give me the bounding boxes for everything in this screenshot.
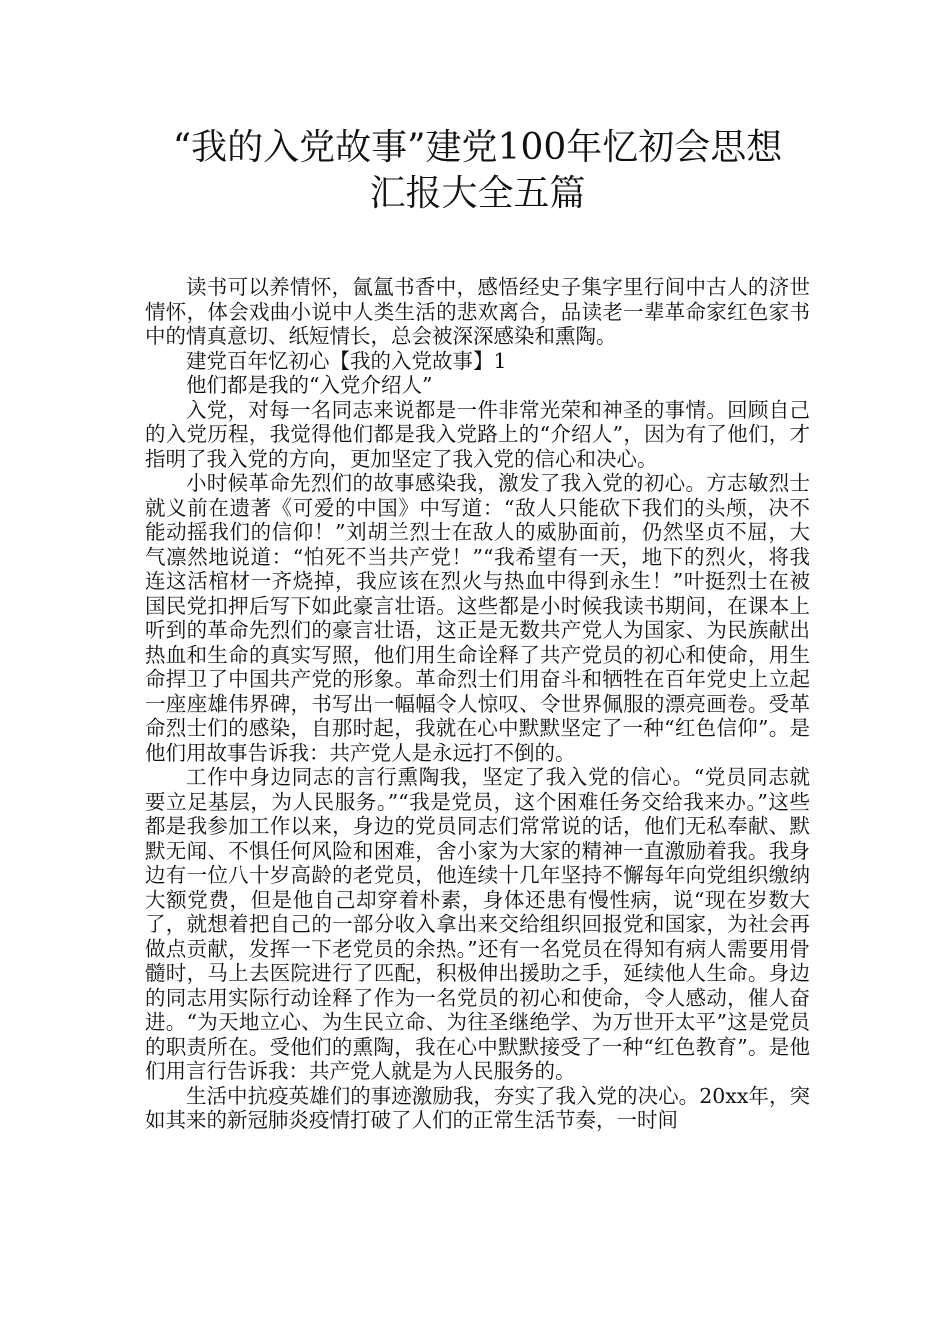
paragraph-body: 入党，对每一名同志来说都是一件非常光荣和神圣的事情。回顾自己的入党历程，我觉得他们都是我入党路上的“介绍人”，因为有了他们，才指明了我入党的方向，更加坚定了我入党的信心和决心。 [145, 397, 810, 471]
paragraph-section-heading: 建党百年忆初心【我的入党故事】1 [186, 348, 507, 373]
document-page [145, 125, 810, 1133]
paragraph-body: 小时候革命先烈们的故事感染我，激发了我入党的初心。方志敏烈士就义前在遗著《可爱的中国》中写道：“敌人只能砍下我们的头颅，决不能动摇我们的信仰！”刘胡兰烈士在敌人的威胁面前，仍然坚贞不屈，大气凛然地说道：“怕死不当共产党！”“我希望有一天，地下的烈火，将我连这活棺材一齐烧掉，我应该在烈火与热血中得到永生！”叶挺烈士在被国民党扣押后写下如此豪言壮语。这些都是小时候我读书期间，在课本上听到的革命先烈们的豪言壮语，这正是无数共产党人为国家、为民族献出热血和生命的真实写照，他们用生命诠释了共产党员的初心和使命，用生命捍卫了中国共产党的形象。革命烈士们用奋斗和牺牲在百年党史上立起一座座雄伟界碑，书写出一幅幅令人惊叹、令世界佩服的漂亮画卷。受革命烈士们的感染，自那时起，我就在心中默默坚定了一种“红色信仰”。是他们用故事告诉我：共产党人是永远打不倒的。 [145, 471, 810, 765]
title-line-1: “我的入党故事”建党100年忆初会思想 [172, 127, 783, 168]
paragraph-intro: 读书可以养情怀，氤氲书香中，感悟经史子集字里行间中古人的济世情怀，体会戏曲小说中人类生活的悲欢离合，品读老一辈革命家红色家书中的情真意切、纸短情长，总会被深深感染和熏陶。 [145, 275, 810, 348]
paragraph-body: 工作中身边同志的言行熏陶我，坚定了我入党的信心。“党员同志就要立足基层，为人民服务。”“我是党员，这个困难任务交给我来办。”这些都是我参加工作以来，身边的党员同志们常常说的话，他们无私奉献、默默无闻、不惧任何风险和困难，舍小家为大家的精神一直激励着我。我身边有一位八十岁高龄的老党员，他连续十几年坚持不懈每年向党组织缴纳大额党费，但是他自己却穿着朴素，身体还患有慢性病，说“现在岁数大了，就想着把自己的一部分收入拿出来交给组织回报党和国家，为社会再做点贡献，发挥一下老党员的余热。”还有一名党员在得知有病人需要用骨髓时，马上去医院进行了匹配，积极伸出援助之手，延续他人生命。身边的同志用实际行动诠释了作为一名党员的初心和使命，令人感动，催人奋进。“为天地立心、为生民立命、为往圣继绝学、为万世开太平”这是党员的职责所在。受他们的熏陶，我在心中默默接受了一种“红色教育”。是他们用言行告诉我：共产党人就是为人民服务的。 [145, 765, 810, 1083]
document-title [145, 125, 810, 217]
paragraph-body: 生活中抗疫英雄们的事迹激励我，夯实了我入党的决心。20xx年，突如其来的新冠肺炎疫情打破了人们的正常生活节奏，一时间 [145, 1083, 810, 1132]
paragraph-subtitle: 他们都是我的“入党介绍人” [186, 373, 433, 397]
title-line-2: 汇报大全五篇 [369, 173, 586, 214]
